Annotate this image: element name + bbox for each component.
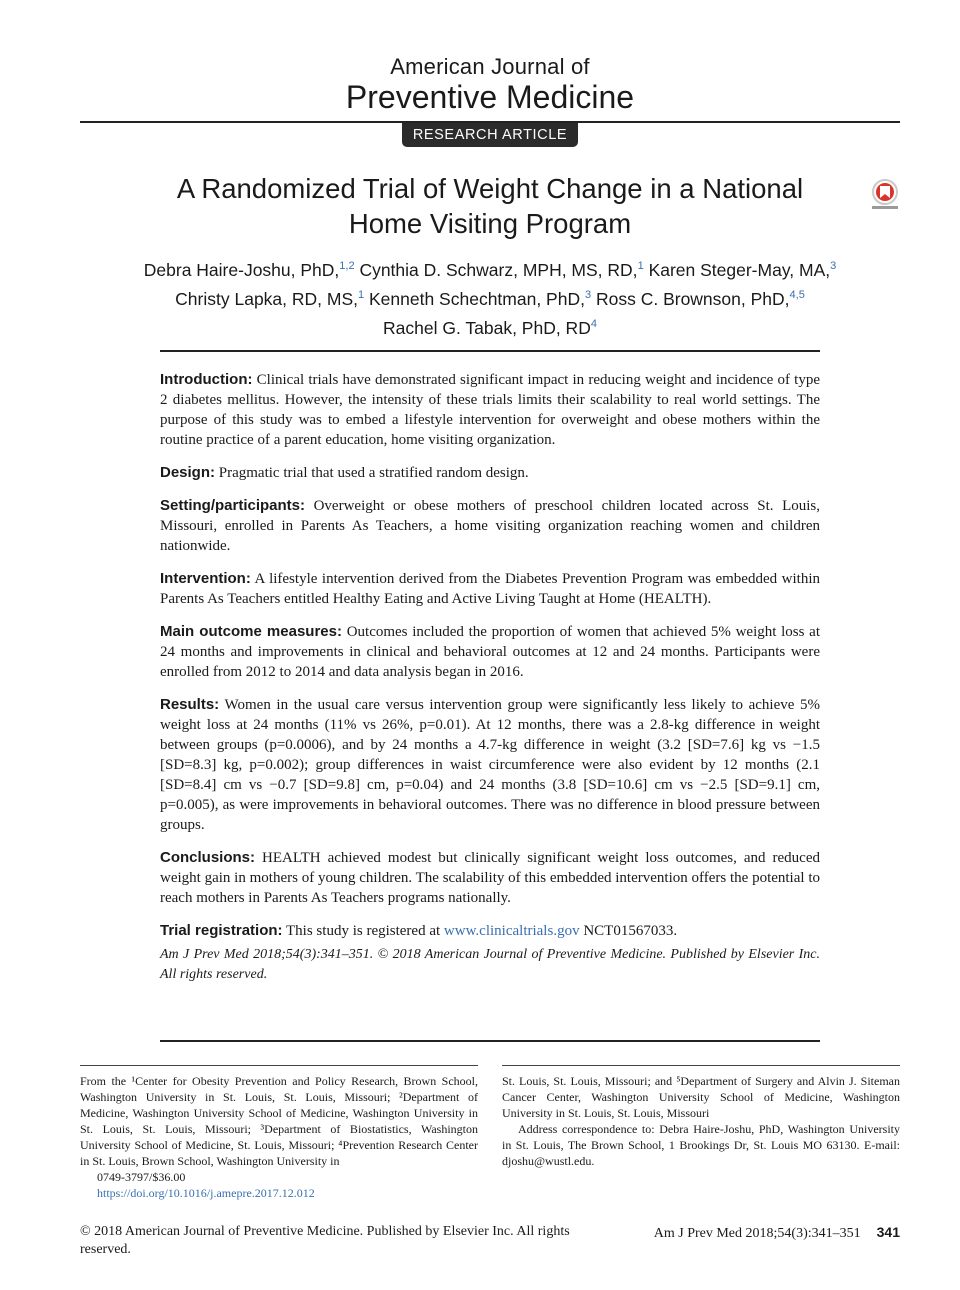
abstract-design [160, 463, 820, 483]
author-affiliation[interactable]: 1 [358, 288, 365, 301]
affiliations-left: From the ¹Center for Obesity Prevention and Policy Research, Brown School, Washington University in St. Louis, St. Louis, Missouri; ²Department of Medicine, Washington University School of Medicine, Washington University in St. Louis, St. Louis, Missouri; ³Department of Biostatistics, Washington University School of Medicine, St. Louis, Missouri; ⁴Prevention Research Center in St. Louis, Brown School, Washington University in [80, 1074, 478, 1168]
section-text: Outcomes included the proportion of women that achieved 5% weight loss at 24 months and improvements in clinical and behavioral outcomes at 12 and 24 months. Participants were enrolled from 2012 to 2014 and data analysis began in 2016. [160, 624, 820, 680]
registration-number: NCT01567033. [583, 923, 678, 939]
footer-citation-block [645, 1223, 900, 1243]
section-label: Main outcome measures: [160, 623, 342, 640]
abstract-outcomes [160, 622, 820, 682]
section-label: Conclusions: [160, 849, 256, 866]
issn-price: 0749-3797/$36.00 [97, 1170, 186, 1184]
footnote-rule-left [80, 1065, 478, 1066]
section-label: Introduction: [160, 371, 253, 388]
section-label: Design: [160, 464, 216, 481]
article-type-badge: RESEARCH ARTICLE [402, 123, 578, 147]
author-affiliation[interactable]: 4 [590, 317, 597, 330]
author-affiliation[interactable]: 3 [584, 288, 592, 301]
abstract-intervention [160, 569, 820, 609]
author-list [90, 254, 890, 340]
footer-citation: Am J Prev Med 2018;54(3):341–351 [653, 1226, 861, 1241]
author-name: Cynthia D. Schwarz, MPH, MS, RD, [359, 259, 638, 280]
page-number: 341 [876, 1224, 900, 1240]
journal-name-line2: Preventive Medicine [345, 79, 635, 115]
footnote-rule-right [502, 1065, 900, 1066]
affiliations-right-block [502, 1073, 900, 1169]
issn-doi-block [97, 1169, 315, 1201]
section-text: Clinical trials have demonstrated significant impact in reducing weight and incidence of type 2 diabetes mellitus. However, the intensity of these trials limits their scalability to real world settings. The purpose of this study was to embed a lifestyle intervention for overweight and obese mothers within the routine practice of a parent education, home visiting organization. [160, 372, 820, 448]
abstract-setting [160, 496, 820, 556]
abstract-trial-registration [160, 921, 820, 941]
section-text: Overweight or obese mothers of preschool children located across St. Louis, Missouri, enrolled in Parents As Teachers, a home visiting organization reaching women and children nationwide. [160, 498, 821, 554]
section-text: A lifestyle intervention derived from the Diabetes Prevention Program was embedded within Parents As Teachers entitled Healthy Eating and Active Living Taught at Home (HEALTH). [160, 571, 820, 607]
abstract-top-rule [160, 350, 820, 352]
clinicaltrials-link[interactable]: www.clinicaltrials.gov [443, 923, 580, 939]
author-name: Kenneth Schechtman, PhD, [369, 288, 585, 309]
author-affiliation[interactable]: 4,5 [789, 288, 805, 301]
section-text: This study is registered at [286, 923, 441, 939]
section-text: Women in the usual care versus intervention group were significantly less likely to achieve 5% weight loss at 24 months (11% vs 26%, p=0.01). At 12 months, there was a 2.8-kg difference in weight between groups (p=0.0006), and by 24 months a 4.7-kg difference in weight (3.2 [SD=7.6] kg vs −1.5 [SD=8.3] kg, p=0.002); group differences in waist circumference were also evident by 12 months (2.1 [SD=8.4] cm vs −0.7 [SD=9.8] cm, p=0.04) and 24 months (3.8 [SD=10.6] cm vs −2.5 [SD=9.1] cm, p=0.005), as were improvements in behavioral outcomes. There was no difference in blood pressure between groups. [160, 697, 820, 833]
section-label: Trial registration: [160, 922, 283, 939]
author-affiliation[interactable]: 3 [830, 260, 837, 272]
affiliations-right: St. Louis, St. Louis, Missouri; and ⁵Department of Surgery and Alvin J. Siteman Cancer Center, Washington University School of Medicine, Washington University in St. Louis, St. Louis, Missouri [502, 1074, 900, 1120]
abstract [160, 370, 820, 998]
abstract-introduction [160, 370, 820, 450]
correspondence: Address correspondence to: Debra Haire-Joshu, PhD, Washington University in St. Louis, The Brown School, 1 Brookings Dr, St. Louis MO 63130. E-mail: djoshu@wustl.edu. [502, 1122, 900, 1168]
abstract-results [160, 695, 820, 835]
journal-name-line1: American Journal of [390, 54, 590, 79]
section-label: Intervention: [160, 570, 251, 587]
abstract-citation: Am J Prev Med 2018;54(3):341–351. © 2018 American Journal of Preventive Medicine. Published by Elsevier Inc. All rights reserved. [160, 947, 820, 982]
author-name: Ross C. Brownson, PhD, [595, 288, 790, 309]
author-name: Karen Steger-May, MA, [648, 259, 831, 280]
section-label: Results: [160, 696, 220, 713]
footer-copyright: © 2018 American Journal of Preventive Medicine. Published by Elsevier Inc. All rights reserved. [80, 1224, 570, 1257]
author-affiliation[interactable]: 1 [637, 260, 644, 272]
author-name: Debra Haire-Joshu, PhD, [143, 259, 340, 280]
author-affiliation[interactable]: 1,2 [339, 260, 355, 272]
abstract-bottom-rule [160, 1040, 820, 1042]
doi-link[interactable]: https://doi.org/10.1016/j.amepre.2017.12.012 [97, 1186, 315, 1200]
section-text: Pragmatic trial that used a stratified random design. [218, 465, 529, 481]
abstract-conclusions [160, 848, 820, 908]
author-name: Christy Lapka, RD, MS, [175, 288, 358, 309]
crossmark-icon[interactable] [868, 178, 902, 212]
article-title: A Randomized Trial of Weight Change in a National Home Visiting Program [176, 173, 804, 239]
section-label: Setting/participants: [160, 497, 306, 514]
section-text: HEALTH achieved modest but clinically significant weight loss outcomes, and reduced weight gain in mothers of young children. The scalability of this embedded intervention offers the potential to reach mothers in Parents As Teachers programs nationally. [160, 850, 820, 906]
author-name: Rachel G. Tabak, PhD, RD [383, 317, 591, 338]
